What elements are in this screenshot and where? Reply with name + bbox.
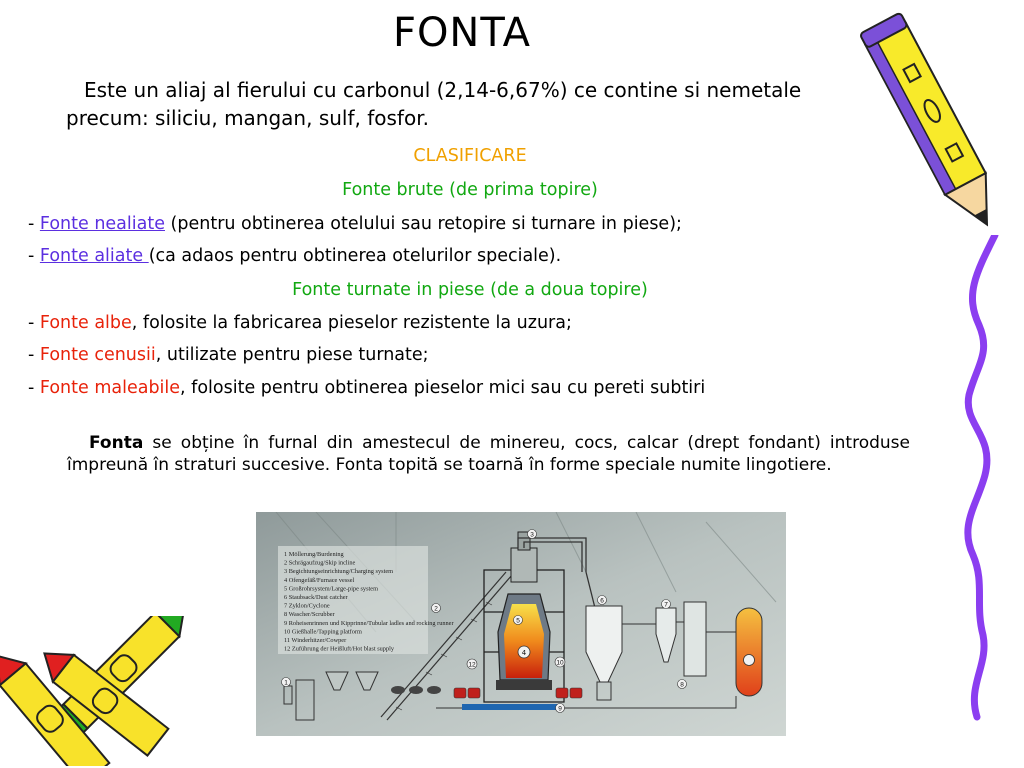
diagram-legend-line: 1 Möllerung/Burdening xyxy=(284,551,344,558)
blast-furnace-diagram xyxy=(256,512,786,736)
svg-text:9: 9 xyxy=(558,705,562,713)
paragraph-bold-term: Fonta xyxy=(89,433,144,453)
paragraph-text: se obține în furnal din amestecul de minereu, cocs, calcar (drept fondant) introduse împreună în straturi succesive. Fonta topită se toarnă în forme speciale numite lingotiere. xyxy=(67,433,910,475)
slide-title: FONTA xyxy=(392,10,532,56)
heading-clasificare: CLASIFICARE xyxy=(413,146,527,166)
diagram-legend-line: 9 Roheisenrinnen und Kipprinne/Tubular ladles and rocking runner xyxy=(284,619,454,627)
list-item-text: (ca adaos pentru obtinerea otelurilor speciale). xyxy=(148,246,562,266)
diagram-legend-line: 5 Großrohrsystem/Large-pipe system xyxy=(284,585,378,593)
list-item xyxy=(28,214,682,234)
svg-text:3: 3 xyxy=(530,531,534,539)
blast-furnace-illustration xyxy=(256,512,786,736)
list-dash: - xyxy=(28,246,40,266)
list-item xyxy=(28,378,705,398)
diagram-legend-line: 8 Wascher/Scrubber xyxy=(284,611,335,619)
svg-text:5: 5 xyxy=(516,617,520,625)
yellow-pencil-icon xyxy=(858,2,1008,244)
crayons-icon xyxy=(0,616,210,766)
svg-text:6: 6 xyxy=(600,597,604,605)
heading-fonte-brute: Fonte brute (de prima topire) xyxy=(342,180,598,200)
diagram-legend-line: 12 Zuführung der Heißluft/Hot blast supply xyxy=(284,645,395,653)
svg-text:12: 12 xyxy=(468,661,476,669)
link-fonte-aliate[interactable]: Fonte aliate xyxy=(39,246,149,266)
diagram-legend-line: 10 Gießhalle/Tapping platform xyxy=(284,628,362,636)
link-fonte-nealiate[interactable]: Fonte nealiate xyxy=(39,214,165,234)
furnace-number: 4 xyxy=(521,649,527,657)
diagram-legend-line: 7 Zyklon/Cyclone xyxy=(284,602,330,610)
diagram-legend-line: 11 Winderhitzer/Cowper xyxy=(284,637,347,644)
svg-text:2: 2 xyxy=(434,605,438,613)
furnace-paragraph xyxy=(67,432,910,476)
term-fonte-albe: Fonte albe xyxy=(39,313,132,333)
svg-text:8: 8 xyxy=(680,681,684,689)
list-item xyxy=(28,246,561,266)
list-item-text: (pentru obtinerea otelului sau retopire si turnare in piese); xyxy=(164,214,682,234)
heading-fonte-turnate: Fonte turnate in piese (de a doua topire) xyxy=(292,280,648,300)
list-dash: - xyxy=(28,345,40,365)
list-item-text: , utilizate pentru piese turnate; xyxy=(155,345,429,365)
svg-text:10: 10 xyxy=(556,659,564,667)
diagram-legend-line: 6 Staubsack/Dust catcher xyxy=(284,594,348,601)
term-fonte-cenusii: Fonte cenusii xyxy=(39,345,156,365)
diagram-legend-line: 4 Ofengefäß/Furnace vessel xyxy=(284,576,355,584)
intro-text: Este un aliaj al fierului cu carbonul (2,14-6,67%) ce contine si nemetale precum: siliciu, mangan, sulf, fosfor. xyxy=(66,78,802,130)
diagram-legend-line: 3 Begichtungseinrichtung/Charging system xyxy=(284,568,394,576)
list-item-text: , folosite la fabricarea pieselor rezistente la uzura; xyxy=(131,313,572,333)
svg-text:7: 7 xyxy=(664,601,668,609)
diagram-legend-line: 2 Schrägaufzug/Skip incline xyxy=(284,559,356,567)
svg-text:1: 1 xyxy=(284,679,288,687)
term-fonte-maleabile: Fonte maleabile xyxy=(39,378,181,398)
list-dash: - xyxy=(28,214,40,234)
list-dash: - xyxy=(28,313,40,333)
list-item xyxy=(28,345,429,365)
purple-squiggle-decoration xyxy=(955,235,1024,725)
list-dash: - xyxy=(28,378,40,398)
list-item xyxy=(28,313,572,333)
list-item-text: , folosite pentru obtinerea pieselor mici sau cu pereti subtiri xyxy=(180,378,706,398)
